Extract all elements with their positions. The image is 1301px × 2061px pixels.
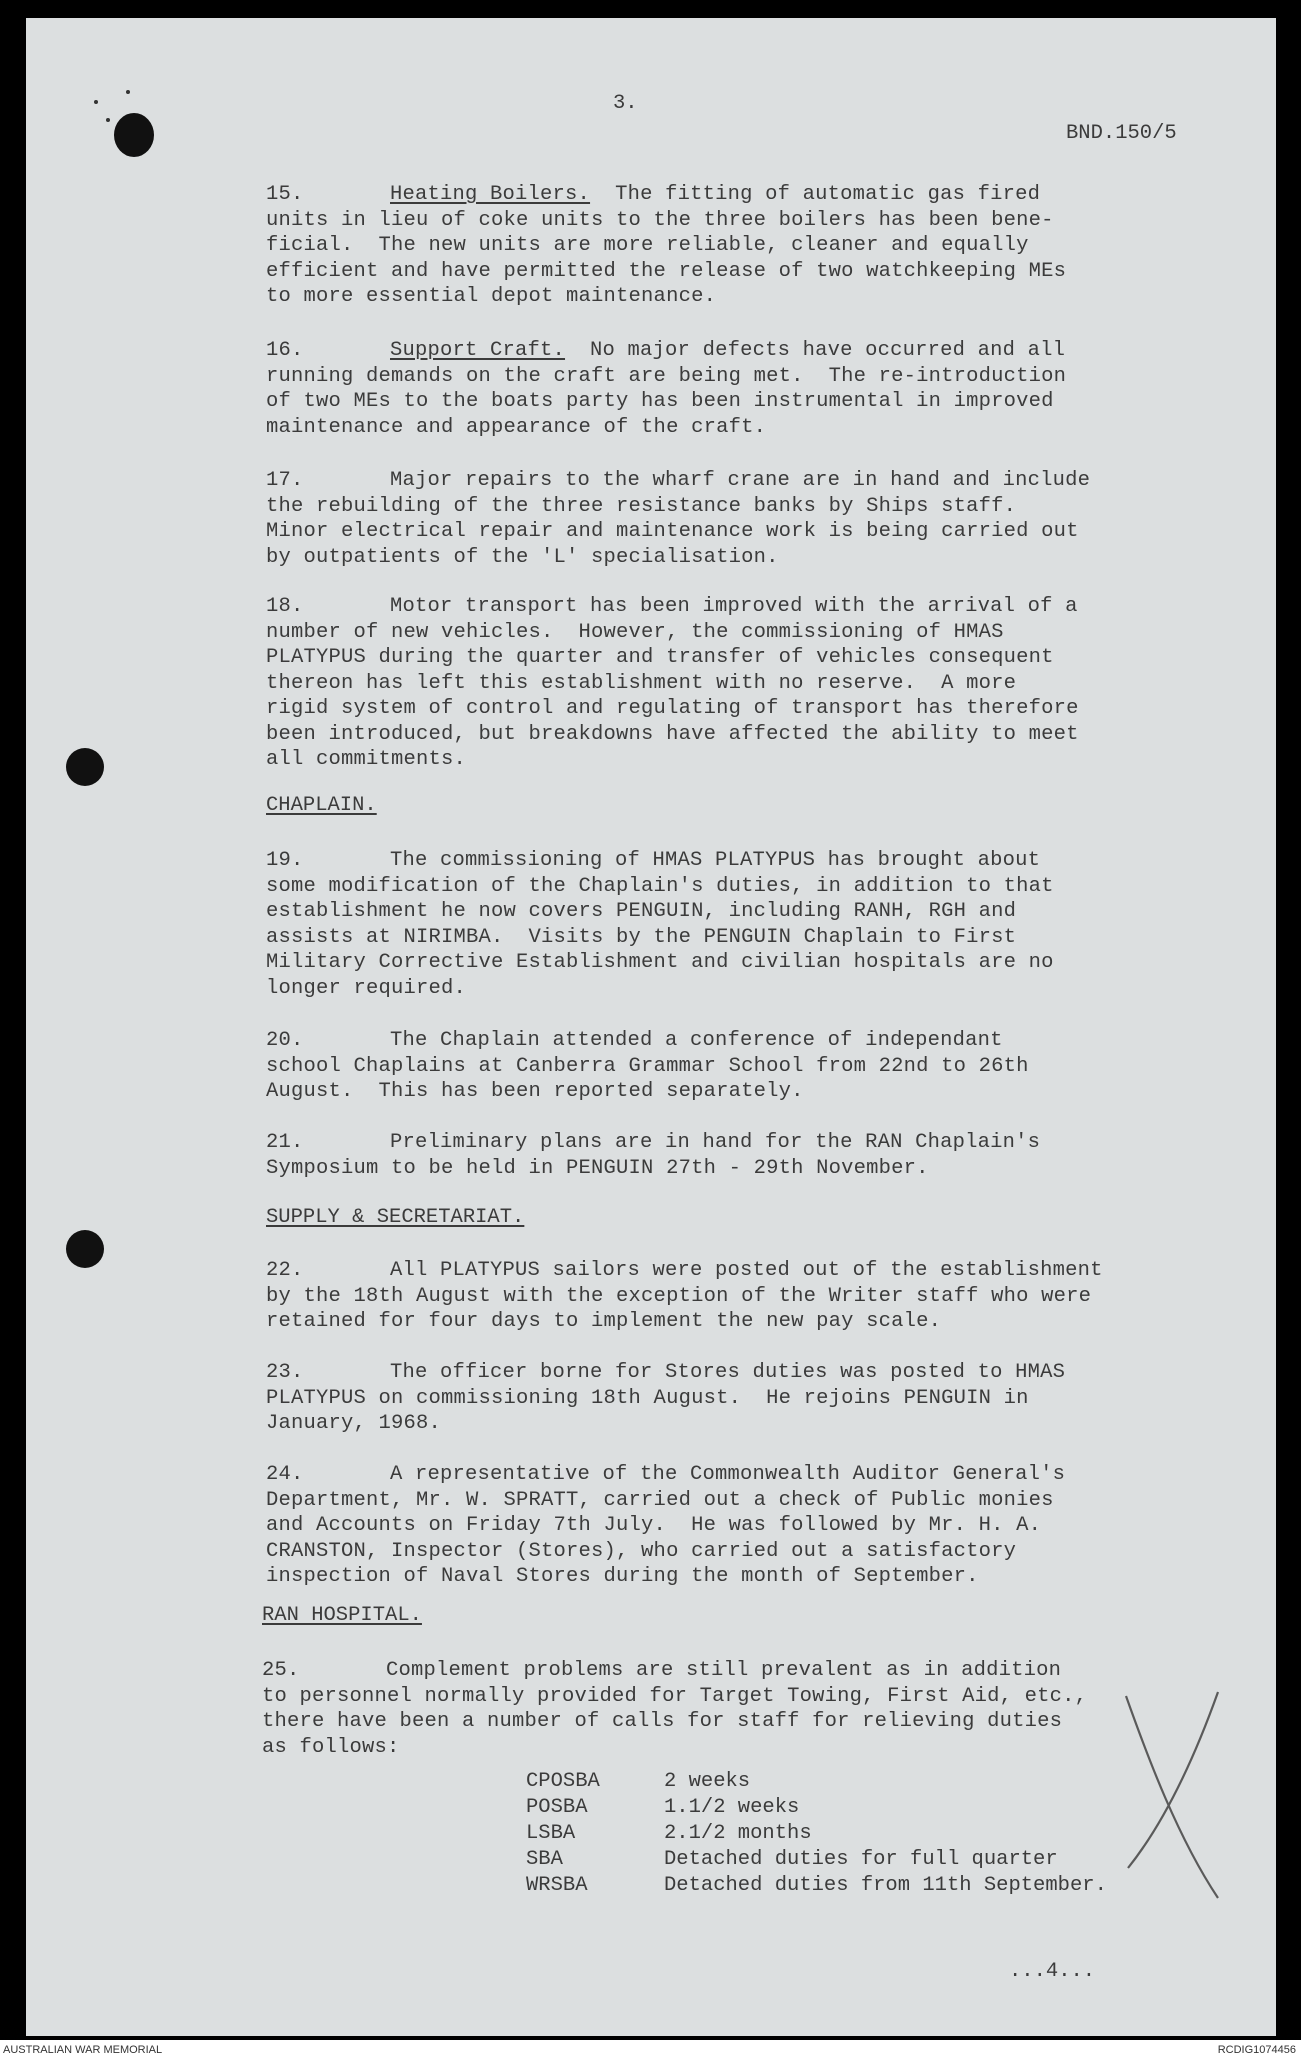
paragraph-number: 21.: [266, 1131, 304, 1154]
archive-name: AUSTRALIAN WAR MEMORIAL: [3, 2044, 163, 2056]
paragraph-heading: Heating Boilers.: [390, 183, 591, 206]
paragraph-number: 20.: [266, 1029, 304, 1052]
section-heading-hospital: RAN HOSPITAL.: [262, 1604, 422, 1627]
continuation-marker: ...4...: [1009, 1960, 1096, 1983]
paragraph-number: 19.: [266, 849, 304, 872]
punch-hole: [66, 1230, 104, 1268]
section-heading-supply: SUPPLY & SECRETARIAT.: [266, 1206, 525, 1229]
paragraph-number: 16.: [266, 339, 304, 362]
punch-hole: [66, 748, 104, 786]
paper-speck: [126, 90, 130, 94]
paragraph-21: 21. Preliminary plans are in hand for the RAN Chaplain's Symposium to be held in PENGUIN 27th - 29th November.: [266, 1131, 1041, 1180]
archive-id: RCDIG1074456: [1217, 2044, 1296, 2056]
pencil-cross-mark: [1118, 1688, 1228, 1908]
paragraph-22: 22. All PLATYPUS sailors were posted out of the establishment by the 18th August with the exception of the Writer staff who were retained for four days to implement the new pay scale.: [266, 1259, 1103, 1333]
paragraph-24: 24. A representative of the Commonwealth Auditor General's Department, Mr. W. SPRATT, carried out a check of Public monies and Accounts on Friday 7th July. He was followed by Mr. H. A. CRANSTON, Inspector (Stores), who carried out a satisfactory inspection of Naval Stores during the month of September.: [266, 1463, 1066, 1588]
paragraph-number: 18.: [266, 595, 304, 618]
section-heading-chaplain: CHAPLAIN.: [266, 794, 377, 817]
paragraph-18: 18. Motor transport has been improved with the arrival of a number of new vehicles. However, the commissioning of HMAS PLATYPUS during the quarter and transfer of vehicles consequent thereon has left this establishment with no reserve. A more rigid system of control and regulating of transport has therefore been introduced, but breakdowns have affected the ability to meet all commitments.: [266, 595, 1079, 771]
paragraph-25: 25. Complement problems are still prevalent as in addition to personnel normally provided for Target Towing, First Aid, etc., there have been a number of calls for staff for relieving duties as follows:: [262, 1659, 1088, 1759]
paragraph-16: 16. Support Craft. No major defects have occurred and all running demands on the craft are being met. The re-introduction of two MEs to the boats party has been instrumental in improved maintenance and appearance of the craft.: [266, 339, 1067, 439]
paragraph-23: 23. The officer borne for Stores duties was posted to HMAS PLATYPUS on commissioning 18th August. He rejoins PENGUIN in January, 1968.: [266, 1361, 1066, 1435]
paragraph-20: 20. The Chaplain attended a conference of independant school Chaplains at Canberra Grammar School from 22nd to 26th August. This has been reported separately.: [266, 1029, 1029, 1103]
paragraph-number: 17.: [266, 469, 304, 492]
paragraph-15: 15. Heating Boilers. The fitting of automatic gas fired units in lieu of coke units to the three boilers has been bene- ficial. The new units are more reliable, cleaner and equally efficient and have permitted the release of two watchkeeping MEs to more essential depot maintenance.: [266, 183, 1067, 308]
document-reference: BND.150/5: [1066, 122, 1177, 145]
document-page: 3. BND.150/5 15. Heating Boilers. The fitting of automatic gas fired units in lieu of coke units to the three boilers has been bene- ficial. The new units are more reliable, cleaner and equally efficient and have permitted the release of two watchkeeping MEs to more essential depot maintenance. 16. Support Craft. No major defects have occurred and all running demands on the craft are being met. The re-introduction of two MEs to the boats party has been instrumental in improved maintenance and appearance of the craft. 17. Major repairs to the wharf crane are in hand and include the rebuilding of the three resistance banks by Ships staff. Minor electrical repair and maintenance work is being carried out by outpatients of the 'L' specialisation. 18. Motor transport has been improved with the arrival of a number of new vehicles. However, the commissioning of HMAS PLATYPUS during the quarter and transfer of vehicles consequent thereon has left this establishment with no reserve. A more rigid system of control and regulating of transport has therefore been introduced, but breakdowns have affected the ability to meet all commitments. CHAPLAIN. 19. The commissioning of HMAS PLATYPUS has brought about some modification of the Chaplain's duties, in addition to that establishment he now covers PENGUIN, including RANH, RGH and assists at NIRIMBA. Visits by the PENGUIN Chaplain to First Military Corrective Establishment and civilian hospitals are no longer required. 20. The Chaplain attended a conference of independant school Chaplains at Canberra Grammar School from 22nd to 26th August. This has been reported separately. 21. Preliminary plans are in hand for the RAN Chaplain's Symposium to be held in PENGUIN 27th - 29th November. SUPPLY & SECRETARIAT. 22. All PLATYPUS sailors were posted out of the establishment by the 18th August with the exception of the Writer staff who were retained for four days to implement the new pay scale. 23. The officer borne for Stores duties was posted to HMAS PLATYPUS on commissioning 18th August. He rejoins PENGUIN in January, 1968. 24. A representative of the Commonwealth Auditor General's Department, Mr. W. SPRATT, carried out a check of Public monies and Accounts on Friday 7th July. He was followed by Mr. H. A. CRANSTON, Inspector (Stores), who carried out a satisfactory inspection of Naval Stores during the month of September. RAN HOSPITAL. 25. Complement problems are still prevalent as in addition to personnel normally provided for Target Towing, First Aid, etc., there have been a number of calls for staff for relieving duties as follows: CPOSBA 2 weeks POSBA 1.1/2 weeks LSBA 2.1/2 months SBA Detached duties for full quarter WRSBA Detached duties from 11th September. ...4...: [26, 18, 1276, 2036]
paragraph-19: 19. The commissioning of HMAS PLATYPUS has brought about some modification of the Chaplain's duties, in addition to that establishment he now covers PENGUIN, including RANH, RGH and assists at NIRIMBA. Visits by the PENGUIN Chaplain to First Military Corrective Establishment and civilian hospitals are no longer required.: [266, 849, 1054, 1000]
paragraph-number: 24.: [266, 1463, 304, 1486]
damaged-punch-hole: [114, 113, 154, 157]
paragraph-number: 15.: [266, 183, 304, 206]
archive-footer: [0, 2040, 1301, 2061]
paper-speck: [94, 100, 98, 104]
paragraph-17: 17. Major repairs to the wharf crane are in hand and include the rebuilding of the three resistance banks by Ships staff. Minor electrical repair and maintenance work is being carried out by outpatients of the 'L' specialisation.: [266, 469, 1091, 569]
paragraph-number: 23.: [266, 1361, 304, 1384]
paragraph-heading: Support Craft.: [390, 339, 566, 362]
paragraph-number: 22.: [266, 1259, 304, 1282]
page-number: 3.: [613, 92, 638, 115]
paragraph-number: 25.: [262, 1659, 300, 1682]
paper-speck: [106, 118, 110, 122]
